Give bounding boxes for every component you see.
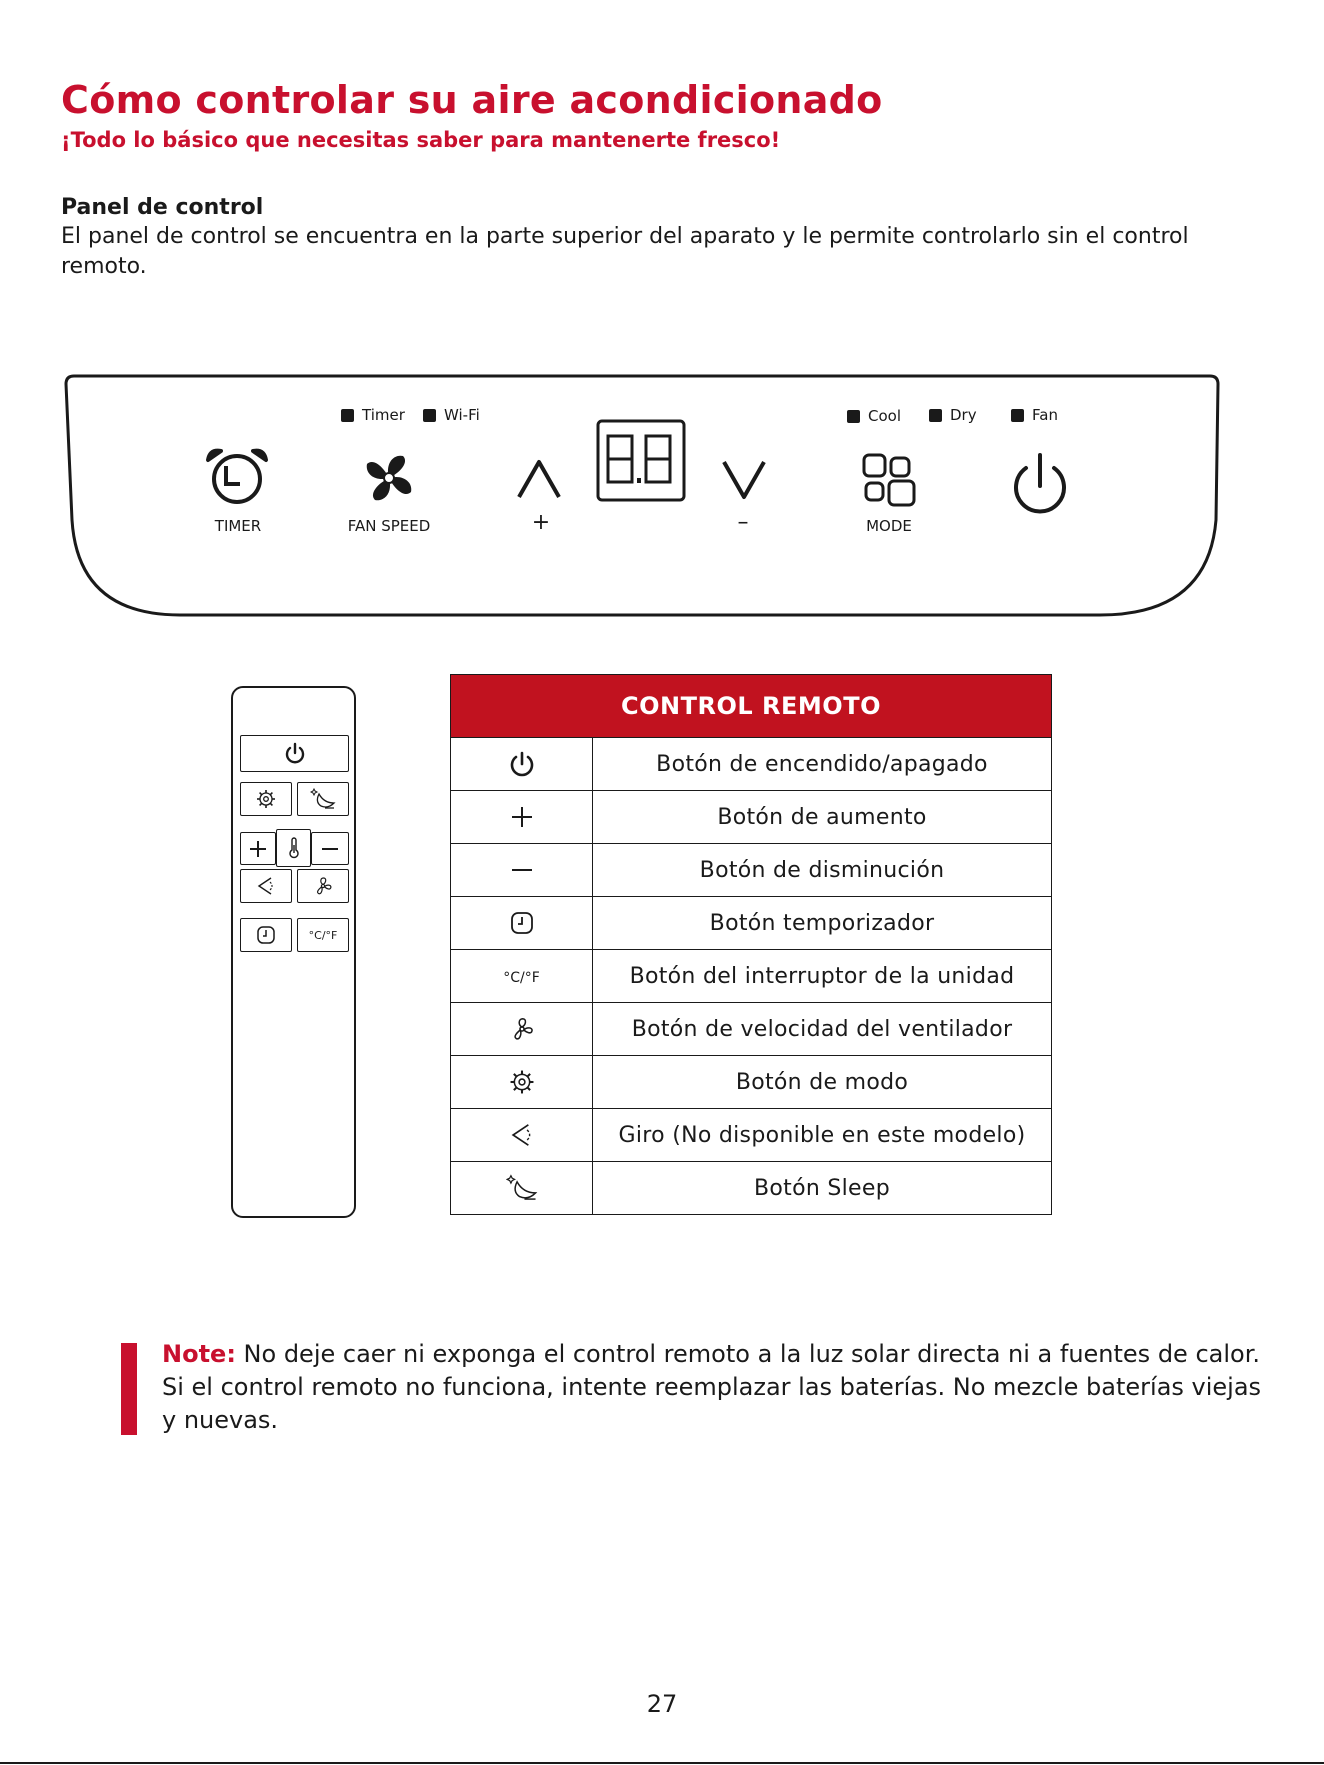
table-row-label: Botón de encendido/apagado xyxy=(593,738,1052,791)
unit-label: °C/°F xyxy=(308,928,338,942)
indicator-fan: Fan xyxy=(1011,406,1058,424)
remote-temperature-indicator xyxy=(276,829,311,867)
remote-timer-button xyxy=(240,918,292,952)
indicator-cool: Cool xyxy=(847,407,901,425)
gear-icon xyxy=(255,788,277,810)
table-row-label: Botón de velocidad del ventilador xyxy=(593,1003,1052,1056)
fan-speed-label: FAN SPEED xyxy=(347,517,431,535)
fan-icon xyxy=(367,456,412,501)
minus-icon xyxy=(320,839,340,859)
mode-label: MODE xyxy=(866,517,912,535)
chevron-down-icon xyxy=(724,462,764,497)
remote-control xyxy=(231,686,356,1218)
indicator-timer: Timer xyxy=(341,406,405,424)
table-row-label: Botón de aumento xyxy=(593,791,1052,844)
mode-squares-icon xyxy=(864,455,914,505)
table-row xyxy=(451,950,1052,1003)
chevron-up-icon xyxy=(519,462,559,497)
sleep-moon-icon xyxy=(506,1173,538,1203)
table-row xyxy=(451,1162,1052,1215)
table-row xyxy=(451,897,1052,950)
remote-mode-button xyxy=(240,782,292,816)
plus-label: + xyxy=(531,510,551,535)
table-row xyxy=(451,1003,1052,1056)
note-text xyxy=(162,1338,1272,1437)
section-body: El panel de control se encuentra en la parte superior del aparato y le permite controlarlo sin el control remoto. xyxy=(61,224,1189,279)
fan-icon xyxy=(312,875,334,897)
table-row-label: Botón Sleep xyxy=(593,1162,1052,1215)
gear-icon xyxy=(508,1068,536,1096)
clock-icon xyxy=(255,924,277,946)
remote-unit-button xyxy=(297,918,349,952)
indicator-wifi: Wi-Fi xyxy=(423,406,480,424)
page-bottom-rule xyxy=(0,1762,1324,1764)
note-label: Note: xyxy=(162,1340,236,1368)
clock-icon xyxy=(509,910,535,936)
control-panel-illustration xyxy=(0,0,1324,640)
table-row-label: Giro (No disponible en este modelo) xyxy=(593,1109,1052,1162)
unit-icon: °C/°F xyxy=(503,969,540,986)
timer-label: TIMER xyxy=(214,517,262,535)
control-remote-table xyxy=(450,674,1052,1215)
remote-swing-button xyxy=(240,869,292,903)
page-number: 27 xyxy=(646,1690,678,1718)
control-panel-outline xyxy=(0,0,1324,640)
section-heading: Panel de control xyxy=(61,195,264,220)
thermometer-icon xyxy=(288,837,300,859)
seven-segment-display xyxy=(598,421,684,500)
table-header-row xyxy=(451,675,1052,738)
table-header: CONTROL REMOTO xyxy=(451,675,1052,738)
note-accent-bar xyxy=(121,1343,137,1435)
remote-fan-button xyxy=(297,869,349,903)
table-row xyxy=(451,844,1052,897)
minus-label: – xyxy=(737,510,749,535)
indicator-dry: Dry xyxy=(929,406,977,424)
table-row-label: Botón de disminución xyxy=(593,844,1052,897)
remote-power-button xyxy=(240,735,349,772)
table-row-label: Botón temporizador xyxy=(593,897,1052,950)
alarm-clock-icon xyxy=(208,451,266,502)
table-row xyxy=(451,738,1052,791)
power-icon xyxy=(1016,455,1064,511)
table-row xyxy=(451,1109,1052,1162)
table-row xyxy=(451,791,1052,844)
sleep-moon-icon xyxy=(310,787,336,811)
table-row-label: Botón de modo xyxy=(593,1056,1052,1109)
minus-icon xyxy=(510,858,534,882)
table-row-label: Botón del interruptor de la unidad xyxy=(593,950,1052,1003)
table-row xyxy=(451,1056,1052,1109)
fan-icon xyxy=(508,1015,536,1043)
power-icon xyxy=(283,742,307,766)
remote-minus-button xyxy=(311,832,349,865)
swing-icon xyxy=(255,875,277,897)
plus-icon xyxy=(510,805,534,829)
power-icon xyxy=(508,750,536,778)
remote-sleep-button xyxy=(297,782,349,816)
remote-plus-button xyxy=(240,832,276,865)
note-body: No deje caer ni exponga el control remoto a la luz solar directa ni a fuentes de calor. Si el control remoto no funciona, intente reemplazar las baterías. No mezcle baterías viejas y nuevas. xyxy=(162,1340,1262,1434)
page-title: Cómo controlar su aire acondicionado xyxy=(61,78,883,122)
plus-icon xyxy=(248,839,268,859)
page-subtitle: ¡Todo lo básico que necesitas saber para mantenerte fresco! xyxy=(61,128,781,152)
swing-icon xyxy=(508,1121,536,1149)
